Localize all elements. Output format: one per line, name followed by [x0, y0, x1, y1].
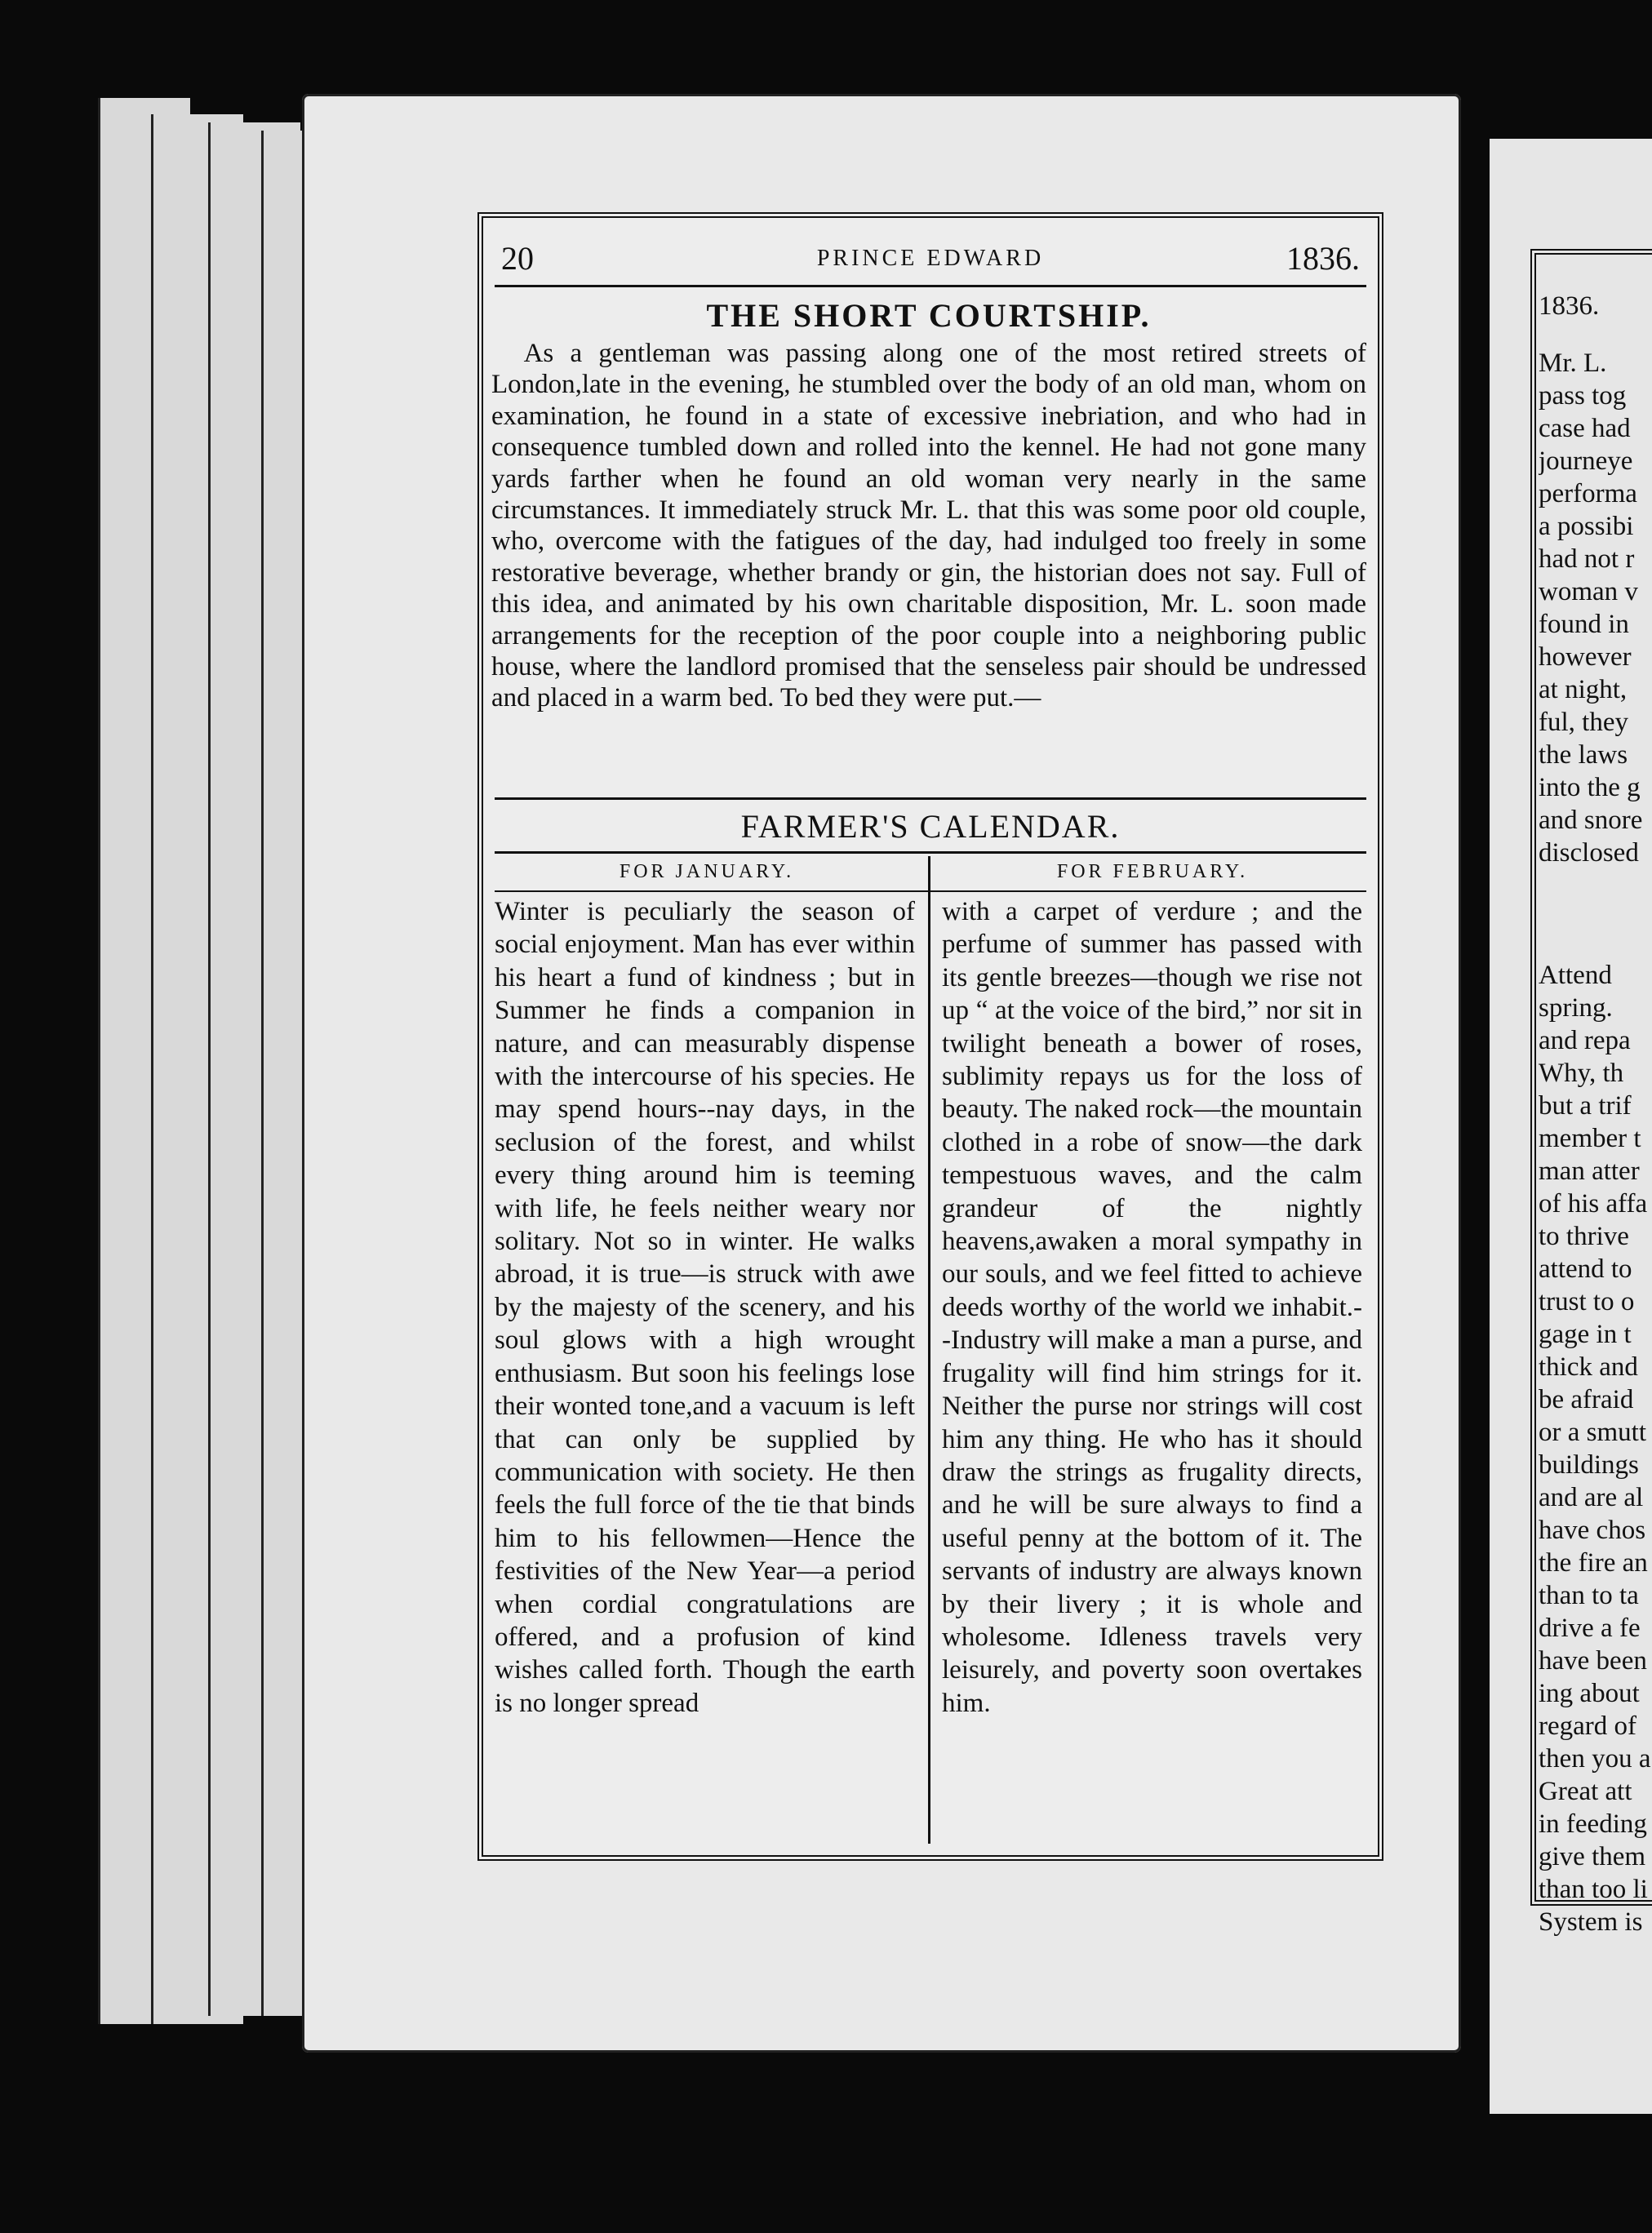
text-line: have been: [1539, 1646, 1647, 1676]
text-line: and are al: [1539, 1483, 1644, 1512]
text-line: had not r: [1539, 544, 1635, 574]
text-line: attend to: [1539, 1254, 1632, 1284]
section-rule: [495, 797, 1366, 800]
text-line: ful, they: [1539, 708, 1628, 737]
text-line: Attend: [1539, 961, 1612, 990]
text-line: or a smutt: [1539, 1418, 1646, 1447]
text-line: System is: [1539, 1907, 1643, 1937]
text-line: at night,: [1539, 675, 1628, 704]
text-line: of his affa: [1539, 1189, 1648, 1219]
january-text: Winter is peculiarly the season of social enjoyment. Man has ever within his heart a fund of kindness ; but in Summer he finds a companion in nature, and can measurably dispense with the intercourse of his species. He may spend hours--nay days, in the seclusion of the forest, and whilst every thing around him is teeming with life, he feels neither weary nor solitary. Not so in winter. He walks abroad, it is true—is struck with awe by the majesty of the scenery, and his soul glows with a high wrought enthusiasm. But soon his feelings lose their wonted tone,and a vacuum is left that can only be supplied by communication with society. He then feels the full force of the tie that binds him to his fellowmen—Hence the festivities of the New Year—a period when cordial congratulations are offered, and a profusion of kind wishes called forth. Though the earth is no longer spread: [495, 897, 915, 1718]
text-line: woman v: [1539, 577, 1638, 606]
text-line: member t: [1539, 1124, 1641, 1153]
february-heading: FOR FEBRUARY.: [1056, 861, 1249, 882]
text-line: the fire an: [1539, 1548, 1648, 1578]
column-head-rule: [495, 890, 1366, 892]
text-line: and repa: [1539, 1026, 1631, 1055]
text-line: then you a: [1539, 1744, 1651, 1774]
text-line: spring.: [1539, 993, 1613, 1023]
right-page-top-text: [1539, 347, 1652, 869]
text-line: the laws: [1539, 740, 1628, 770]
running-title: PRINCE EDWARD: [816, 246, 1045, 271]
text-line: give them: [1539, 1842, 1646, 1871]
page-frame: [477, 212, 1383, 1861]
february-column: [942, 895, 1362, 1720]
text-line: found in: [1539, 610, 1629, 639]
text-line: journeye: [1539, 446, 1633, 476]
text-line: but a trif: [1539, 1091, 1632, 1121]
text-line: drive a fe: [1539, 1614, 1641, 1643]
text-line: Great att: [1539, 1777, 1632, 1806]
column-divider: [928, 856, 930, 1844]
february-text: with a carpet of verdure ; and the perfume of summer has passed with its gentle breezes—though we rise not up “ at the voice of the bird,” nor sit in twilight beneath a bower of roses, sublimity repays us for the loss of beauty. The naked rock—the mountain clothed in a robe of snow—the dark tempestuous waves, and the calm grandeur of the nightly heavens,awaken a moral sympathy in our souls, and we feel fitted to achieve deeds worthy of the world we inhabit.--Industry will make a man a purse, and frugality will find him strings for it. Neither the purse nor strings will cost him any thing. He who has it should draw the strings as frugality directs, and he will be sure always to find a useful penny at the bottom of it. The servants of industry are always known by their livery ; it is whole and wholesome. Idleness travels very leisurely, and poverty soon overtakes him.: [942, 897, 1363, 1718]
text-line: than too li: [1539, 1875, 1648, 1904]
text-line: trust to o: [1539, 1287, 1635, 1316]
text-line: ing about: [1539, 1679, 1640, 1708]
text-line: to thrive: [1539, 1222, 1629, 1251]
calendar-title: FARMER'S CALENDAR.: [740, 808, 1121, 845]
article-short-courtship: [491, 296, 1366, 714]
article-body: As a gentleman was passing along one of the most retired streets of London,late in the evening, he stumbled over the body of an old man, whom on examination, he found in a state of excessive inebriation, and who had in consequence tumbled down and rolled into the kennel. He had not gone many yards farther when he found an old woman very nearly in the same circumstances. It immediately struck Mr. L. that this was some poor old couple, who, overcome with the fatigues of the day, had indulged too freely in some restorative beverage, whether brandy or gin, the historian does not say. Full of this idea, and animated by his own charitable disposition, Mr. L. soon made arrangements for the reception of the poor couple into a neighboring public house, where the landlord promised that the senseless pair should be undressed and placed in a warm bed. To bed they were put.—: [491, 339, 1366, 713]
running-header: [501, 231, 1360, 280]
text-line: performa: [1539, 479, 1637, 508]
right-page-year: 1836.: [1539, 291, 1600, 321]
text-line: a possibi: [1539, 512, 1634, 541]
text-line: buildings: [1539, 1450, 1639, 1480]
header-year: 1836.: [1286, 240, 1360, 277]
text-line: be afraid: [1539, 1385, 1634, 1414]
text-line: however: [1539, 642, 1632, 672]
right-page-bottom-text: [1539, 959, 1652, 1938]
text-line: Mr. L.: [1539, 348, 1607, 378]
text-line: and snore: [1539, 806, 1643, 835]
text-line: man atter: [1539, 1156, 1640, 1186]
text-line: pass tog: [1539, 381, 1627, 411]
text-line: into the g: [1539, 773, 1641, 802]
text-line: case had: [1539, 414, 1631, 443]
calendar-rule: [495, 851, 1366, 854]
january-heading: FOR JANUARY.: [619, 861, 795, 882]
page-number: 20: [501, 240, 534, 277]
january-column: [495, 895, 915, 1720]
text-line: Why, th: [1539, 1059, 1624, 1088]
text-line: gage in t: [1539, 1320, 1632, 1349]
text-line: in feeding: [1539, 1809, 1647, 1839]
article-title: THE SHORT COURTSHIP.: [706, 297, 1152, 334]
text-line: disclosed: [1539, 838, 1639, 868]
text-line: than to ta: [1539, 1581, 1639, 1610]
text-line: thick and: [1539, 1352, 1638, 1382]
header-rule: [495, 285, 1366, 287]
text-line: have chos: [1539, 1516, 1646, 1545]
text-line: regard of: [1539, 1711, 1637, 1741]
